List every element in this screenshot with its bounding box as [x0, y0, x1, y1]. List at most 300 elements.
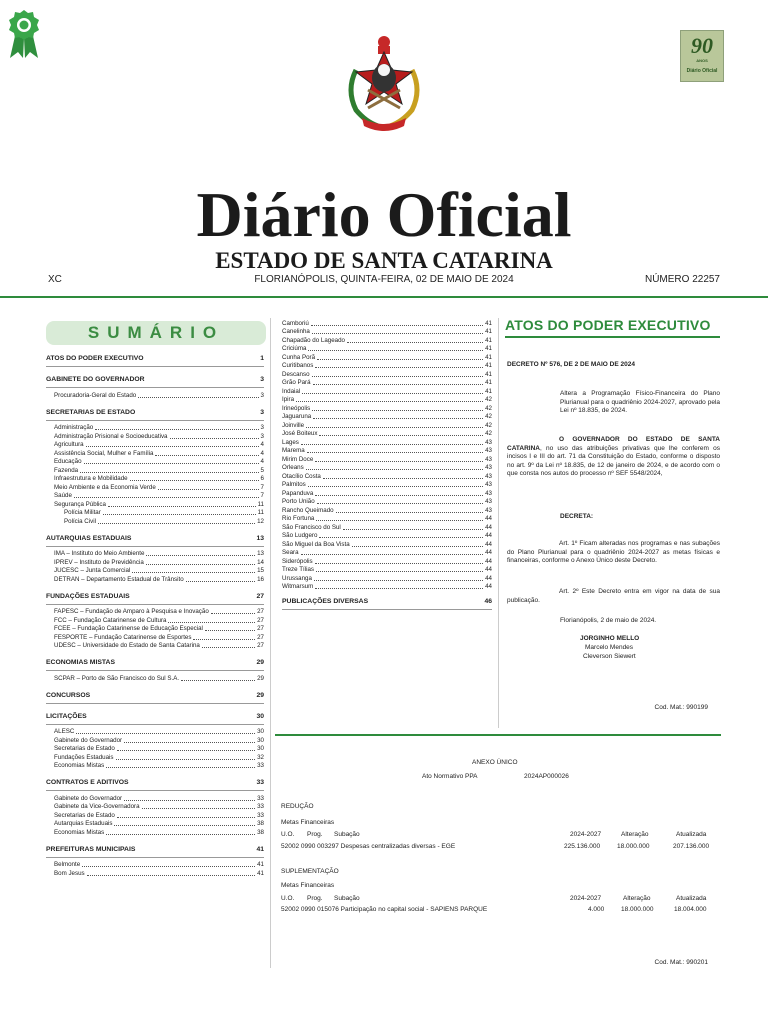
leader-dots: [317, 503, 483, 504]
section-label: SECRETARIAS DE ESTADO: [46, 408, 136, 416]
section-page: 29: [256, 659, 264, 666]
leader-dots: [80, 472, 258, 473]
entry-page: 32: [257, 753, 264, 761]
entry-label: Secretarias de Estado: [54, 811, 115, 819]
entry-label: Marema: [282, 447, 305, 454]
leader-dots: [312, 376, 484, 377]
summary-entry[interactable]: [282, 464, 492, 473]
row-value-alteracao: 18.000.000: [621, 906, 654, 913]
entry-label: Jaguaruna: [282, 413, 312, 420]
leader-dots: [319, 435, 483, 436]
summary-section: [46, 658, 264, 671]
entry-page: 7: [260, 483, 264, 491]
entry-label: Curitibanos: [282, 362, 314, 369]
summary-entry[interactable]: [46, 728, 264, 737]
summary-entry[interactable]: [46, 811, 264, 820]
summary-entry[interactable]: [46, 509, 264, 518]
leader-dots: [307, 452, 483, 453]
section-heading: ATOS DO PODER EXECUTIVO: [505, 317, 711, 333]
summary-entry[interactable]: [282, 515, 492, 524]
entry-label: FCEE – Fundação Catarinense de Educação Especial: [54, 625, 203, 632]
section-divider: [46, 546, 264, 547]
signer-governor: JORGINHO MELLO: [580, 635, 640, 642]
leader-dots: [347, 342, 483, 343]
entry-label: São Ludgero: [282, 532, 318, 539]
summary-entry[interactable]: [282, 430, 492, 439]
decree-article-1: Art. 1º Ficam alteradas nos programas e nas subações do Plano Plurianual para o quadriênio 2024-2027 as metas físicas e financeiras, conforme o Anexo Único deste Decreto.: [507, 540, 720, 564]
badge-years: 90: [691, 33, 713, 58]
entry-label: Autarquias Estaduais: [54, 820, 113, 827]
entry-page: 27: [257, 642, 264, 649]
col-period: 2024-2027: [570, 895, 602, 902]
entry-label: Otacílio Costa: [282, 472, 321, 480]
entry-page: 43: [485, 481, 492, 488]
summary-entry[interactable]: [46, 642, 264, 651]
entry-label: Seara: [282, 549, 299, 556]
summary-entry[interactable]: [46, 794, 264, 803]
section-label: PUBLICAÇÕES DIVERSAS: [282, 598, 369, 605]
summary-entry[interactable]: [46, 803, 264, 812]
entry-label: SCPAR – Porto de São Francisco do Sul S.A.: [54, 674, 180, 682]
entry-page: 5: [260, 466, 264, 474]
section-page: 3: [260, 376, 264, 383]
decree-place-date: Florianópolis, 2 de maio de 2024.: [560, 617, 657, 624]
row-value-2024-2027: 4.000: [588, 906, 605, 913]
summary-entry[interactable]: [46, 745, 264, 754]
section-label: ATOS DO PODER EXECUTIVO: [46, 355, 144, 362]
leader-dots: [158, 489, 259, 490]
summary-section-header[interactable]: [46, 408, 264, 418]
entry-page: 44: [485, 574, 492, 582]
leader-dots: [315, 563, 483, 564]
entry-page: 38: [257, 828, 264, 836]
entry-page: 14: [257, 558, 264, 566]
section-page: 41: [256, 845, 264, 853]
summary-entry[interactable]: [282, 396, 492, 405]
entry-page: 4: [260, 458, 264, 465]
summary-entry[interactable]: [282, 421, 492, 430]
entry-page: 7: [260, 492, 264, 499]
leader-dots: [306, 469, 483, 470]
col-subacao: Subação: [334, 831, 360, 838]
award-ribbon-icon: [6, 8, 42, 60]
entry-label: Siderópolis: [282, 557, 313, 565]
summary-entry[interactable]: [46, 616, 264, 625]
entry-label: Descanso: [282, 370, 310, 378]
summary-section-header[interactable]: [46, 712, 264, 722]
leader-dots: [170, 438, 259, 439]
entry-page: 4: [260, 441, 264, 448]
summary-section-header[interactable]: [46, 691, 264, 701]
section-label: ECONOMIAS MISTAS: [46, 659, 115, 666]
summary-entry[interactable]: [282, 549, 492, 558]
summary-entry[interactable]: [46, 475, 264, 484]
leader-dots: [117, 750, 255, 751]
leader-dots: [315, 367, 483, 368]
entry-label: IPREV – Instituto de Previdência: [54, 558, 144, 566]
leader-dots: [116, 759, 256, 760]
entry-page: 33: [257, 811, 264, 819]
section-label: CONTRATOS E ADITIVOS: [46, 779, 129, 786]
col-prog: Prog.: [307, 895, 323, 902]
section-divider: [46, 420, 264, 421]
col-uo: U.O.: [281, 895, 295, 902]
entry-label: Cunha Porã: [282, 353, 316, 361]
leader-dots: [114, 825, 255, 826]
entry-page: 44: [485, 523, 492, 531]
entry-page: 38: [257, 820, 264, 827]
section-page: 27: [256, 592, 264, 600]
entry-page: 41: [257, 861, 264, 868]
leader-dots: [323, 478, 483, 479]
leader-dots: [124, 800, 255, 801]
leader-dots: [106, 834, 255, 835]
entry-page: 3: [260, 424, 264, 431]
entry-page: 15: [257, 567, 264, 574]
summary-section: [46, 354, 264, 367]
entry-label: Urussanga: [282, 574, 312, 582]
entry-label: Witmarsum: [282, 583, 314, 590]
leader-dots: [306, 427, 483, 428]
summary-section-header[interactable]: [46, 778, 264, 788]
entry-label: Secretarias de Estado: [54, 745, 115, 752]
summary-entry[interactable]: [46, 820, 264, 829]
col-uo: U.O.: [281, 831, 295, 838]
summary-entry[interactable]: [282, 472, 492, 481]
summary-entry[interactable]: [282, 328, 492, 337]
leader-dots: [108, 506, 256, 507]
leader-dots: [168, 622, 255, 623]
summary-entry[interactable]: [282, 532, 492, 541]
summary-entry[interactable]: [46, 567, 264, 576]
leader-dots: [87, 875, 256, 876]
summary-entry[interactable]: [46, 736, 264, 745]
entry-label: Saúde: [54, 492, 72, 499]
entry-page: 27: [257, 616, 264, 624]
entry-page: 30: [257, 736, 264, 744]
summary-section: [46, 845, 264, 858]
summary-entry[interactable]: [282, 336, 492, 345]
summary-section-header[interactable]: [46, 592, 264, 602]
summary-section: [46, 691, 264, 704]
entry-label: Grão Pará: [282, 379, 311, 386]
entry-page: 41: [485, 353, 492, 361]
entry-page: 41: [485, 319, 492, 327]
leader-dots: [317, 359, 483, 360]
section-label: PREFEITURAS MUNICIPAIS: [46, 845, 136, 853]
leader-dots: [315, 588, 483, 589]
entry-page: 44: [485, 557, 492, 565]
summary-entry[interactable]: [282, 455, 492, 464]
summary-entry[interactable]: [282, 489, 492, 498]
summary-entry[interactable]: [282, 498, 492, 507]
col-alteracao: Alteração: [623, 895, 651, 902]
leader-dots: [301, 554, 484, 555]
summary-entry[interactable]: [46, 753, 264, 762]
leader-dots: [316, 520, 483, 521]
entry-page: 30: [257, 728, 264, 735]
section-divider: [282, 609, 492, 610]
entry-label: Ipira: [282, 396, 295, 403]
entry-page: 41: [485, 362, 492, 369]
entry-label: Orleans: [282, 464, 304, 471]
col-prog: Prog.: [307, 831, 323, 838]
entry-label: Gabinete da Vice-Governadora: [54, 803, 140, 810]
metas-label: Metas Financeiras: [281, 882, 335, 889]
entry-page: 3: [260, 391, 264, 399]
summary-entry[interactable]: [282, 574, 492, 583]
row-value-alteracao: 18.000.000: [617, 843, 650, 850]
leader-dots: [308, 350, 483, 351]
summary-entry[interactable]: [46, 492, 264, 501]
entry-label: Rio Fortuna: [282, 515, 315, 522]
decree-ementa: Altera a Programação Físico-Financeira do Plano Plurianual para o quadriênio 2024-2027, aprovado pela Lei nº 18.835, de 2024.: [560, 390, 720, 414]
summary-entry[interactable]: [46, 517, 264, 526]
summary-entry[interactable]: [46, 608, 264, 617]
entry-page: 33: [257, 794, 264, 802]
summary-entry[interactable]: [46, 458, 264, 467]
entry-page: 43: [485, 506, 492, 514]
badge-label: Diário Oficial: [686, 68, 718, 74]
summary-entry[interactable]: [282, 353, 492, 362]
leader-dots: [352, 546, 483, 547]
summary-entry[interactable]: [282, 362, 492, 371]
summary-entry[interactable]: [46, 558, 264, 567]
entry-label: Rancho Queimado: [282, 506, 334, 514]
leader-dots: [186, 581, 255, 582]
edition-code: XC: [48, 274, 62, 285]
summary-entry[interactable]: [282, 345, 492, 354]
summary-entry[interactable]: [282, 447, 492, 456]
leader-dots: [315, 495, 483, 496]
section-divider: [46, 790, 264, 791]
summary-entry[interactable]: [282, 404, 492, 413]
summary-entry[interactable]: [46, 869, 264, 878]
col-alteracao: Alteração: [621, 831, 649, 838]
summary-entry[interactable]: [282, 557, 492, 566]
summary-entry[interactable]: [282, 583, 492, 592]
summary-entry[interactable]: [46, 441, 264, 450]
coat-of-arms-icon: [342, 30, 426, 134]
section-label: CONCURSOS: [46, 691, 91, 699]
leader-dots: [132, 572, 255, 573]
leader-dots: [319, 537, 483, 538]
entry-page: 42: [485, 413, 492, 420]
entry-page: 43: [485, 455, 492, 463]
entry-page: 3: [260, 432, 264, 440]
summary-entry[interactable]: [46, 432, 264, 441]
row-value-atualizada: 207.136.000: [673, 843, 710, 850]
section-divider: [46, 387, 264, 388]
summary-section-header[interactable]: [46, 845, 264, 855]
leader-dots: [205, 630, 255, 631]
leader-dots: [146, 555, 255, 556]
summary-entry[interactable]: [46, 828, 264, 837]
leader-dots: [76, 733, 255, 734]
row-value-2024-2027: 225.136.000: [564, 843, 601, 850]
entry-page: 44: [485, 540, 492, 548]
entry-label: Criciúma: [282, 345, 307, 352]
entry-page: 41: [485, 379, 492, 386]
section-page: 30: [256, 712, 264, 720]
summary-entry[interactable]: [46, 449, 264, 458]
leader-dots: [124, 742, 255, 743]
summary-entry[interactable]: [46, 674, 264, 683]
entry-label: Canelinha: [282, 328, 310, 335]
entry-label: Palmitos: [282, 481, 306, 488]
summary-section: [46, 778, 264, 791]
leader-dots: [302, 393, 483, 394]
summary-entry[interactable]: [282, 379, 492, 388]
entry-page: 41: [257, 869, 264, 877]
decree-title: DECRETO Nº 576, DE 2 DE MAIO DE 2024: [507, 361, 635, 368]
entry-page: 30: [257, 745, 264, 752]
entry-label: Camboriú: [282, 319, 309, 327]
summary-entry[interactable]: [282, 481, 492, 490]
entry-page: 33: [257, 762, 264, 769]
leader-dots: [316, 571, 483, 572]
leader-dots: [82, 866, 255, 867]
row-value-atualizada: 18.004.000: [674, 906, 707, 913]
summary-entry[interactable]: [282, 319, 492, 328]
summary-entry[interactable]: [46, 550, 264, 559]
leader-dots: [103, 514, 256, 515]
preamble-text: , no uso das atribuições privativas que lhe conferem os incisos I e III do art. 71 da Constituição do Estado, conforme o disposto no art. 9º da Lei nº 18.835, de 12 de janeiro de 2024, e de acordo com o que consta nos autos do processo nº SEF 5548/2024,: [507, 444, 720, 477]
leader-dots: [84, 463, 259, 464]
section-page: 3: [260, 408, 264, 416]
column-divider: [498, 318, 499, 728]
summary-section: [46, 534, 264, 547]
summary-section: [282, 597, 492, 610]
leader-dots: [313, 418, 483, 419]
summary-entry[interactable]: [46, 861, 264, 870]
summary-entry[interactable]: [46, 575, 264, 584]
section-label: AUTARQUIAS ESTADUAIS: [46, 534, 132, 542]
col-atualizada: Atualizada: [676, 895, 707, 902]
leader-dots: [314, 580, 483, 581]
entry-page: 41: [485, 345, 492, 352]
summary-entry[interactable]: [282, 370, 492, 379]
entry-label: Educação: [54, 458, 82, 465]
entry-label: Porto União: [282, 498, 315, 505]
entry-label: ALESC: [54, 728, 75, 735]
summary-section-header[interactable]: [46, 354, 264, 364]
edition-number: NÚMERO 22257: [644, 274, 720, 285]
entry-label: Lages: [282, 438, 299, 446]
section-page: 29: [256, 691, 264, 699]
section-page: 46: [484, 598, 492, 605]
entry-label: Treze Tílias: [282, 566, 314, 573]
entry-label: Meio Ambiente e da Economia Verde: [54, 483, 156, 491]
entry-label: Papanduva: [282, 489, 314, 497]
leader-dots: [106, 767, 255, 768]
leader-dots: [138, 397, 258, 398]
row-description: 52002 0990 003297 Despesas centralizadas diversas - EGE: [281, 843, 456, 850]
section-label: FUNDAÇÕES ESTADUAIS: [46, 592, 130, 600]
summary-entry[interactable]: [46, 500, 264, 509]
summary-section-header[interactable]: [282, 597, 492, 607]
leader-dots: [117, 817, 255, 818]
entry-page: 43: [485, 438, 492, 446]
summary-entry[interactable]: [282, 540, 492, 549]
entry-label: Fazenda: [54, 466, 79, 474]
section-rule: [275, 734, 721, 736]
leader-dots: [301, 444, 483, 445]
leader-dots: [98, 523, 255, 524]
summary-entry[interactable]: [282, 413, 492, 422]
summary-section-header[interactable]: [46, 375, 264, 385]
entry-label: Procuradoria-Geral do Estado: [54, 391, 137, 399]
entry-label: FCC – Fundação Catarinense de Cultura: [54, 616, 167, 624]
summary-entry[interactable]: [282, 566, 492, 575]
summary-section-header[interactable]: [46, 534, 264, 544]
leader-dots: [146, 564, 255, 565]
summary-entry[interactable]: [46, 762, 264, 771]
entry-page: 6: [260, 475, 264, 482]
entry-page: 41: [485, 387, 492, 395]
entry-label: Bom Jesus: [54, 869, 85, 877]
entry-label: Agricultura: [54, 441, 84, 448]
entry-label: Fundações Estaduais: [54, 753, 114, 761]
entry-page: 41: [485, 336, 492, 344]
entry-label: Polícia Civil: [64, 517, 96, 525]
entry-page: 11: [257, 500, 264, 508]
decreta-label: DECRETA:: [560, 513, 594, 520]
entry-page: 41: [485, 328, 492, 335]
entry-label: IMA – Instituto do Meio Ambiente: [54, 550, 145, 557]
entry-label: Gabinete do Governador: [54, 736, 123, 744]
leader-dots: [211, 613, 255, 614]
signer-secretary-1: Marcelo Mendes: [585, 644, 634, 651]
entry-page: 13: [257, 550, 264, 557]
section-label: GABINETE DO GOVERNADOR: [46, 376, 145, 383]
entry-label: Chapadão do Lageado: [282, 336, 345, 344]
entry-page: 44: [485, 583, 492, 590]
summary-entry[interactable]: [46, 625, 264, 634]
leader-dots: [315, 461, 483, 462]
summary-section: [46, 712, 264, 725]
summary-entry[interactable]: [282, 387, 492, 396]
summary-entry[interactable]: [46, 483, 264, 492]
sumario-title: SUMÁRIO: [46, 321, 266, 345]
entry-page: 44: [485, 515, 492, 522]
cod-mat: Cod. Mat.: 990201: [654, 959, 708, 966]
entry-label: Economias Mistas: [54, 828, 105, 836]
section-divider: [46, 366, 264, 367]
leader-dots: [311, 325, 483, 326]
section-divider: [46, 604, 264, 605]
entry-page: 43: [485, 447, 492, 454]
entry-page: 16: [257, 575, 264, 583]
header-rule: [0, 296, 768, 298]
entry-label: FAPESC – Fundação de Amparo à Pesquisa e Inovação: [54, 608, 209, 615]
summary-entry[interactable]: [282, 523, 492, 532]
col-subacao: Subação: [334, 895, 360, 902]
summary-entry[interactable]: [46, 633, 264, 642]
summary-entry[interactable]: [46, 424, 264, 433]
summary-entry[interactable]: [282, 506, 492, 515]
summary-entry[interactable]: [282, 438, 492, 447]
section-label: LICITAÇÕES: [46, 712, 87, 720]
newspaper-subtitle: ESTADO DE SANTA CATARINA: [215, 248, 553, 273]
summary-entry[interactable]: [46, 391, 264, 400]
entry-label: Irineópolis: [282, 404, 311, 412]
summary-section-header[interactable]: [46, 658, 264, 668]
leader-dots: [313, 384, 484, 385]
section-divider: [46, 724, 264, 725]
leader-dots: [95, 429, 258, 430]
summary-entry[interactable]: [46, 466, 264, 475]
